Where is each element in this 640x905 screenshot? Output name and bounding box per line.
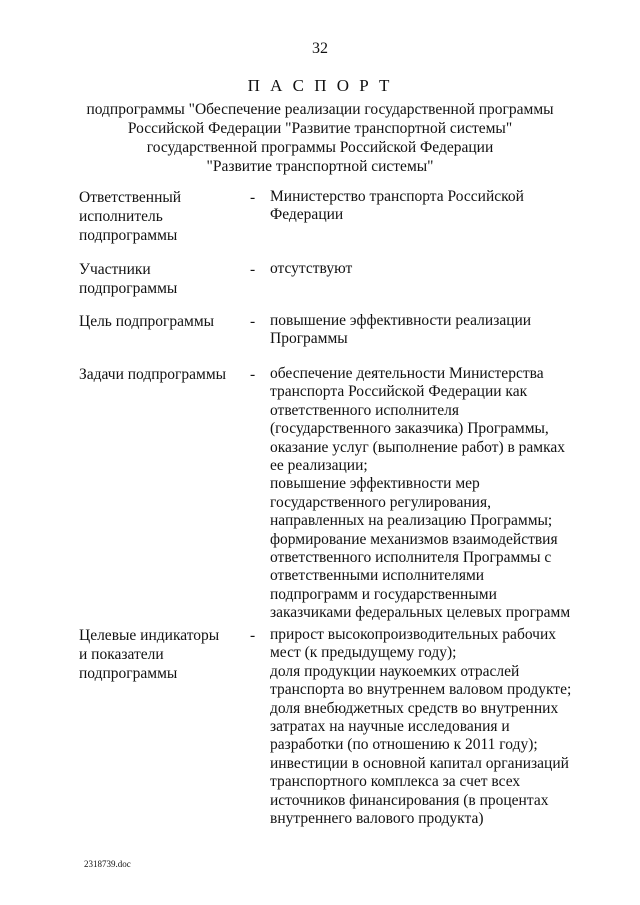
value-line: Федерации xyxy=(270,206,344,224)
page-number: 32 xyxy=(312,40,328,57)
row-dash: - xyxy=(250,189,256,206)
value-line: инвестиции в основной капитал организаций xyxy=(270,754,569,772)
value-line: ответственного исполнителя xyxy=(270,401,459,419)
row-value xyxy=(270,365,590,623)
value-line: (государственного заказчика) Программы, xyxy=(270,420,549,438)
value-line: формирование механизмов взаимодействия xyxy=(270,530,558,548)
value-line: Программы xyxy=(270,330,348,348)
row-dash: - xyxy=(250,313,256,330)
label-line: подпрограммы xyxy=(79,227,178,245)
value-line: Министерство транспорта Российской xyxy=(270,188,524,205)
value-line: повышение эффективности реализации xyxy=(270,312,532,329)
label-line: Ответственный xyxy=(79,189,182,206)
value-line: ответственного исполнителя Программы с xyxy=(270,549,552,567)
label-line: подпрограммы xyxy=(79,280,178,298)
subtitle-line: государственной программы Российской Федерации xyxy=(146,139,494,156)
document-title: П А С П О Р Т xyxy=(247,76,393,95)
label-line: исполнитель xyxy=(79,208,163,226)
document-subtitle xyxy=(80,100,560,176)
label-line: подпрограммы xyxy=(79,665,178,683)
value-line: повышение эффективности мер xyxy=(270,475,480,493)
label-line: Задачи подпрограммы xyxy=(79,366,227,383)
value-line: подпрограмм и государственными xyxy=(270,585,497,603)
value-line: направленных на реализацию Программы; xyxy=(270,512,553,530)
value-line: государственного регулирования, xyxy=(270,493,491,511)
row-dash: - xyxy=(250,261,256,278)
row-label xyxy=(79,260,249,298)
label-line: Цель подпрограммы xyxy=(79,313,215,330)
label-line: Целевые индикаторы xyxy=(79,627,220,644)
label-line: и показатели xyxy=(79,646,164,664)
value-line: источников финансирования (в процентах xyxy=(270,791,549,809)
value-line: доля продукции наукоемких отраслей xyxy=(270,662,520,680)
row-label xyxy=(79,312,249,331)
value-line: транспорта Российской Федерации как xyxy=(270,383,528,401)
value-line: транспортного комплекса за счет всех xyxy=(270,773,521,791)
value-line: заказчиками федеральных целевых программ xyxy=(270,604,571,622)
value-line: обеспечение деятельности Министерства xyxy=(270,365,544,382)
row-label xyxy=(79,188,249,246)
row-value xyxy=(270,626,590,828)
value-line: внутреннего валового продукта) xyxy=(270,810,484,828)
value-line: разработки (по отношению к 2011 году); xyxy=(270,736,538,754)
row-dash: - xyxy=(250,366,256,383)
value-line: прирост высокопроизводительных рабочих xyxy=(270,626,557,643)
row-label xyxy=(79,626,249,684)
value-line: транспорта во внутреннем валовом продукте; xyxy=(270,681,572,699)
subtitle-line: "Развитие транспортной системы" xyxy=(206,158,434,175)
value-line: ответственными исполнителями xyxy=(270,567,485,585)
row-value xyxy=(270,260,590,278)
row-label xyxy=(79,365,249,384)
value-line: отсутствуют xyxy=(270,260,353,277)
label-line: Участники xyxy=(79,261,151,278)
value-line: оказание услуг (выполнение работ) в рамках xyxy=(270,438,566,456)
row-value xyxy=(270,312,590,349)
value-line: мест (к предыдущему году); xyxy=(270,644,457,662)
value-line: доля внебюджетных средств во внутренних xyxy=(270,699,559,717)
subtitle-line: Российской Федерации "Развитие транспортной системы" xyxy=(127,120,513,137)
value-line: ее реализации; xyxy=(270,457,368,475)
file-name-footer: 2318739.doc xyxy=(84,859,131,869)
subtitle-line: подпрограммы "Обеспечение реализации государственной программы xyxy=(86,101,554,118)
row-dash: - xyxy=(250,627,256,644)
row-value xyxy=(270,188,590,225)
value-line: затратах на научные исследования и xyxy=(270,718,510,736)
